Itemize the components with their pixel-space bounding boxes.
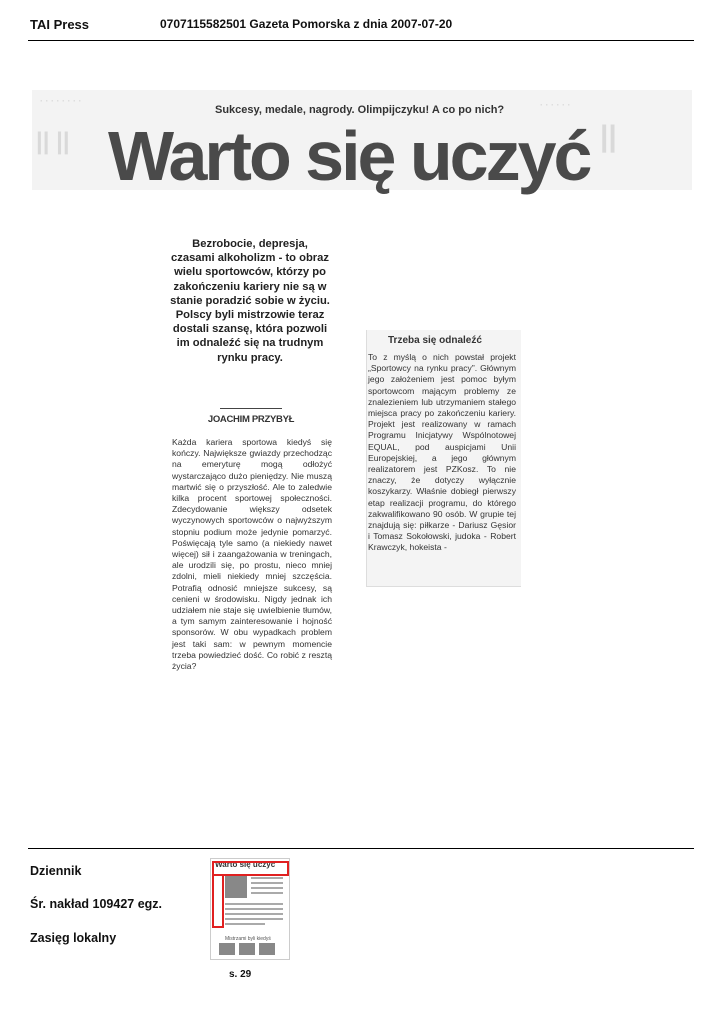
header-divider [28,40,694,41]
article-lead: Bezrobocie, depresja, czasami alkoholizm - to obraz wielu sportowców, którzy po zakończeniu kariery nie są w stanie poradzić sobie w życiu. Polscy byli mistrzowie teraz dostali szansę, która pozwoli im odnaleźć się na trudnym rynku pracy. [170,238,330,364]
sidebar-body: To z myślą o nich powstał projekt „Sportowcy na rynku pracy”. Głównym jego założeniem jest pomoc byłym sportowcom mającym problemy ze znalezieniem lub utrzymaniem stałego miejsca pracy po zakończeniu kariery. Projekt jest realizowany w ramach Programu Inicjatywy Wspólnotowej EQUAL, pod auspicjami Unii Europejskiej, a jego głównym realizatorem jest PZKosz. To nie znaczy, że dotyczy wyłącznie koszykarzy. Właśnie dobiegł pierwszy etap realizacji programu, do którego zakwalifikowano 90 osób. W grupie tej znajdują się: piłkarze - Dariusz Gęsior i Tomasz Sokołowski, judoka - Robert Krawczyk, hokeista - [368,352,516,553]
clipping-reference: 0707115582501 Gazeta Pomorska z dnia 2007-07-20 [160,17,453,31]
thumbnail-text-line [225,903,283,905]
thumbnail-photo [225,876,247,898]
thumbnail-text-line [225,913,283,915]
article-body: Każda kariera sportowa kiedyś się kończy. Największe gwiazdy przechodząc na emeryturę mogą odłożyć wystarczająco dużo pieniędzy. Nie muszą martwić się o przyszłość. Ale to zaledwie kilka procent sportowej społeczności. Zdecydowanie większy odsetek wyczynowych sportowców o najwyższym stopniu podium może jedynie pomarzyć. Poświęcają tyle samo (a niekiedy nawet więcej) sił i zaangażowania w treningach, ale urodzili się, po prostu, nieco mniej zdolni, mieli niekiedy mniej szczęścia. Potrafią odnosić mniejsze sukcesy, są cenieni w środowisku. Nigdy jednak ich udziałem nie staje się uwielbienie tłumów, a tym samym zainteresowanie i hojność sponsorów. W obu wypadkach problem jest taki sam: w pewnym momencie trzeba powiedzieć dość. Co robić z resztą życia? [172,437,332,672]
footer-divider [28,848,694,849]
thumbnail-subtitle: Mistrzami byli kiedyś [225,936,271,942]
thumbnail-text-line [225,908,283,910]
thumbnail-title: Warto się uczyć [215,860,276,869]
thumbnail-text-line [225,923,265,925]
sidebar-title: Trzeba się odnaleźć [388,335,482,346]
page-thumbnail [210,858,290,960]
ghost-text-bleed: || || [36,128,70,155]
thumbnail-text-line [225,918,283,920]
byline-divider [220,408,282,409]
article-author: JOACHIM PRZYBYŁ [207,414,295,425]
ghost-text-bleed: · · · · · · · · [40,96,82,106]
thumbnail-text-line [251,887,283,889]
thumbnail-text-line [251,892,283,894]
thumbnail-photo [259,943,275,955]
thumbnail-photo [239,943,255,955]
ghost-text-bleed: · · · · · · [540,100,571,110]
publication-type: Dziennik [30,864,82,878]
thumbnail-photo [219,943,235,955]
article-headline: Warto się uczyć [108,117,590,195]
thumbnail-highlight-column [212,874,224,928]
circulation: Śr. nakład 109427 egz. [30,897,163,911]
article-kicker: Sukcesy, medale, nagrody. Olimpijczyku! A co po nich? [215,104,505,116]
thumbnail-text-line [251,882,283,884]
page-number: s. 29 [229,969,252,980]
distribution-range: Zasięg lokalny [30,931,117,945]
agency-name: TAI Press [30,17,90,32]
ghost-text-bleed: || [600,120,617,153]
thumbnail-text-line [251,877,283,879]
